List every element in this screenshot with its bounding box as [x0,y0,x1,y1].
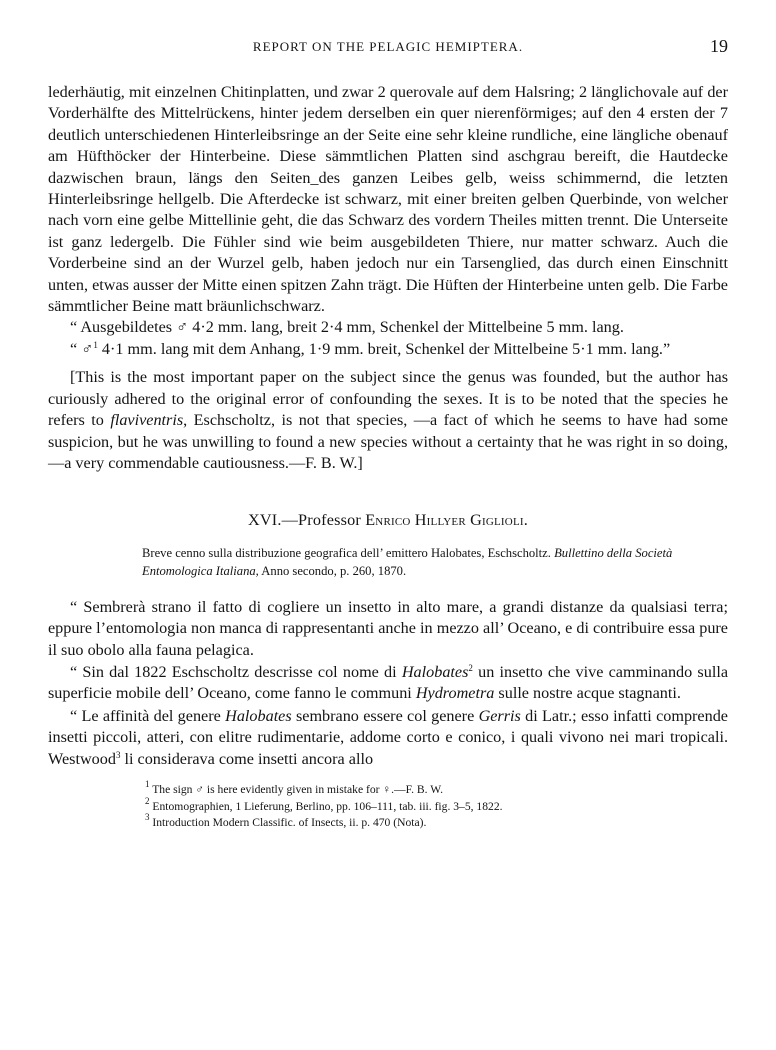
footnote-3 [145,812,728,832]
italian-paragraph-1: “ Sembrerà strano il fatto di cogliere un insetto in alto mare, a grandi distanze da qualsiasi terra; eppure l’entomologia non manca di rappresentanti anche in mezzo all’ Oceano, e di contribuire essa pure il suo obolo alla fauna pelagica. [48,597,728,659]
italian-p3-b: sembrano essere col genere [291,706,479,725]
editor-note-part-b: , Eschscholtz, is not that species, —a fact of which he seems to have had some suspicion, but he was unwilling to found a new species without a certainty that he was right in so doing,—a very commendable cautiousness.—F. B. W.] [48,411,728,472]
italian-p3-d: li considerava come insetti ancora allo [120,749,374,768]
page-number: 19 [710,36,728,56]
male-symbol: “ ♂ [70,339,94,358]
italian-p3-c: di Latr.; esso infatti comprende insetti piccoli, atteri, con elitre rudimentarie, addome corto e conico, i quali vivono nei mari tropicali. Westwood [48,706,728,768]
measurement-larva-text: 4·1 mm. lang mit dem Anhang, 1·9 mm. breit, Schenkel der Mittelbeine 5·1 mm. lang.” [97,339,671,358]
genus-hydrometra: Hydrometra [415,684,495,703]
footnote-text-3: Introduction Modern Classific. of Insects, ii. p. 470 (Nota). [149,816,427,830]
italian-paragraph-2 [48,662,728,705]
footnote-ref-2: 2 [468,662,473,673]
italian-p2-c: sulle nostre acque stagnanti. [494,684,681,703]
citation-details: Anno secondo, p. 260, 1870. [258,563,407,578]
editor-note [48,367,728,474]
italian-paragraph-3 [48,706,728,770]
footnote-text-2: Entomographien, 1 Lieferung, Berlino, pp. 106–111, tab. iii. fig. 3–5, 1822. [149,799,503,813]
footnote-mark-1: 1 [145,778,150,789]
footnote-ref-1: 1 [93,339,98,350]
citation [142,544,728,580]
paragraph-german-description: lederhäutig, mit einzelnen Chitinplatten, und zwar 2 querovale auf dem Halsring; 2 länglichovale auf der Vorderhälfte des Mittelrückens, hinter jedem derselben ein quer nierenförmiges; auf den 4 ersten der 7 deutlich unterschiedenen Hinterleibsringe an der Seite eine sehr kleine rundliche, eine längliche obenauf am Hüfthöcker der Hinterbeine. Diese sämmtlichen Platten sind aschgrau bereift, die Hautdecke dazwischen braun, längs den Seiten_des ganzen Leibes gelb, weiss schimmernd, die letzten Hinterleibsringe hellgelb. Die Afterdecke ist schwarz, mit einer breiten gelben Querbinde, von welcher nach vorn eine gelbe Mittellinie geht, die das Schwarz des vordern Theiles mitten trennt. Die Unterseite ist ganz ledergelb. Die Fühler sind wie beim ausgebildeten Thiere, nur matter schwarz. Auch die Vorderbeine sind an der Wurzel gelb, haben jedoch nur ein Tarsenglied, das durch einen Einschnitt unten, etwas ausser der Mitte einen spitzen Zahn trägt. Die Hüften der Hinterbeine unten gelb. Die Farbe sämmtlicher Beine matt bräunlichschwarz. [48,83,728,316]
footnote-1 [145,778,728,799]
measurement-adult: “ Ausgebildetes ♂ 4·2 mm. lang, breit 2·4 mm, Schenkel der Mittelbeine 5 mm. lang. [70,318,624,337]
italian-p2-a: “ Sin dal 1822 Eschscholtz descrisse col nome di [70,662,402,681]
section-heading [48,510,728,531]
species-name: flaviventris [110,411,184,430]
measurement-larva [48,339,728,360]
running-title: REPORT ON THE PELAGIC HEMIPTERA. [252,39,524,54]
genus-gerris: Gerris [478,706,521,725]
citation-journal: Bullettino della Società Entomologica Italiana, [142,545,673,578]
footnote-ref-3: 3 [115,749,121,760]
italian-quote [48,597,728,770]
editor-note-part-a: [This is the most important paper on the subject since the genus was founded, but the author has curiously adhered to the original error of confounding the sexes. It is to be noted that the species he refers to [48,368,728,430]
running-head [48,36,728,60]
italian-p2-b: un insetto che vive camminando sulla superficie mobile dell’ Oceano, come fanno le communi [48,662,728,703]
footnote-2 [145,795,728,816]
footnote-mark-3: 3 [145,812,150,823]
author-name: Enrico Hillyer Giglioli. [365,511,528,530]
footnote-text-1: The sign ♂ is here evidently given in mistake for ♀.—F. B. W. [149,782,443,796]
genus-halobates-2: Halobates [225,706,292,725]
italian-p3-a: “ Le affinità del genere [70,706,226,725]
footnotes [145,778,728,832]
genus-halobates: Halobates [401,662,469,681]
section-numeral: XVI.—Professor [248,511,366,530]
page [48,36,728,832]
footnote-mark-2: 2 [145,795,150,806]
citation-title: Breve cenno sulla distribuzione geografica dell’ emittero Halobates, Eschscholtz. [142,545,555,560]
